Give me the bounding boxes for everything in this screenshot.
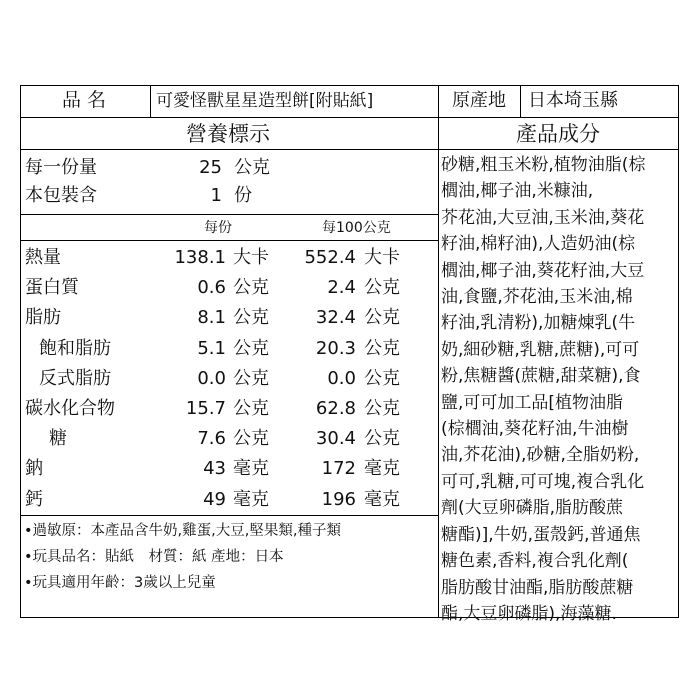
nutrient-per-serving-value: 138.1 — [174, 247, 226, 268]
divider-serving — [20, 214, 438, 215]
nutrient-per-serving-unit: 毫克 — [233, 458, 269, 480]
nutrient-per-100g-value: 62.8 — [315, 398, 356, 419]
nutrient-per-100g-unit: 公克 — [364, 428, 400, 450]
nutrient-label: 熱量 — [25, 247, 61, 268]
product-name-value: 可愛怪獸星星造型餅[附貼紙] — [156, 91, 374, 111]
nutrient-per-serving-unit: 公克 — [233, 367, 269, 389]
nutrient-per-100g-value: 552.4 — [304, 247, 356, 268]
divider-origin — [520, 85, 521, 117]
nutrient-per-100g-value: 172 — [321, 458, 356, 480]
origin-label: 原產地 — [452, 90, 506, 111]
nutrient-per-serving-unit: 大卡 — [233, 247, 269, 268]
per-serving-label: 每一份量 — [25, 157, 97, 178]
servings-unit: 份 — [234, 185, 252, 206]
nutrient-per-serving-value: 5.1 — [197, 337, 226, 359]
ingredient-line: 粉,焦糖醬(蔗糖,甜菜糖),食 — [441, 366, 641, 387]
ingredient-line: 酯,大豆卵磷脂),海藻糖. — [441, 603, 617, 624]
ingredient-line: 脂肪酸甘油酯,脂肪酸蔗糖 — [441, 577, 634, 598]
nutrient-per-100g-value: 0.0 — [327, 367, 356, 389]
ingredient-line: 鹽,可可加工品[植物油脂 — [441, 392, 624, 413]
nutrient-per-100g-unit: 公克 — [364, 398, 400, 419]
ingredient-line: 砂糖,粗玉米粉,植物油脂(棕 — [441, 155, 646, 175]
nutrient-per-100g-unit: 公克 — [364, 277, 400, 299]
nutrient-per-100g-unit: 毫克 — [364, 488, 400, 510]
nutrient-per-serving-value: 49 — [203, 488, 226, 510]
ingredient-line: 芥花油,大豆油,玉米油,葵花 — [441, 207, 645, 228]
ingredient-line: 籽油,棉籽油),人造奶油(棕 — [441, 234, 636, 255]
allergen-note: •過敏原：本產品含牛奶,雞蛋,大豆,堅果類,種子類 — [24, 523, 341, 539]
divider-name — [150, 85, 151, 117]
ingredients-list — [441, 152, 679, 627]
ingredient-line: 櫚油,椰子油,米糠油, — [441, 181, 594, 202]
nutrient-label: 脂肪 — [25, 307, 61, 329]
nutrient-per-serving-value: 8.1 — [197, 307, 226, 329]
divider-header — [20, 117, 679, 118]
nutrient-per-100g-unit: 公克 — [364, 367, 400, 389]
nutrient-per-100g-unit: 公克 — [364, 307, 400, 329]
nutrition-title: 營養標示 — [186, 122, 270, 146]
nutrient-label: 反式脂肪 — [39, 367, 111, 389]
ingredient-line: (棕櫚油,葵花籽油,牛油樹 — [441, 419, 629, 440]
nutrient-label: 蛋白質 — [25, 277, 79, 299]
nutrient-per-serving-unit: 公克 — [233, 337, 269, 359]
ingredient-line: 劑(大豆卵磷脂,脂肪酸蔗 — [441, 498, 624, 519]
nutrient-per-100g-unit: 大卡 — [364, 247, 400, 268]
servings-value: 1 — [210, 185, 222, 206]
nutrient-per-100g-value: 20.3 — [315, 337, 356, 359]
nutrient-per-serving-unit: 公克 — [233, 428, 269, 450]
per-serving-unit: 公克 — [234, 157, 270, 178]
ingredient-line: 油,食鹽,芥花油,玉米油,棉 — [441, 287, 633, 308]
ingredient-line: 櫚油,椰子油,葵花籽油,大豆 — [441, 260, 645, 281]
nutrient-per-100g-value: 32.4 — [315, 307, 356, 329]
toy-age-note: •玩具適用年齡：3歲以上兒童 — [24, 575, 216, 591]
nutrient-per-100g-unit: 毫克 — [364, 458, 400, 480]
notes-block — [24, 518, 434, 596]
nutrient-per-serving-value: 15.7 — [185, 398, 226, 419]
ingredient-line: 可可,乳糖,可可塊,複合乳化 — [441, 471, 645, 492]
nutrient-label: 碳水化合物 — [25, 398, 115, 419]
servings-label: 本包裝含 — [25, 185, 97, 206]
nutrient-per-100g-unit: 公克 — [364, 337, 400, 359]
ingredient-line: 奶,細砂糖,乳糖,蔗糖),可可 — [441, 339, 640, 360]
nutrient-label: 鈉 — [25, 458, 43, 480]
divider-notes — [20, 515, 438, 516]
ingredient-line: 籽油,乳清粉),加糖煉乳(牛 — [441, 313, 636, 334]
nutrient-per-serving-unit: 毫克 — [233, 488, 269, 510]
nutrient-per-serving-unit: 公克 — [233, 398, 269, 419]
nutrient-label: 糖 — [49, 428, 67, 450]
nutrient-per-100g-value: 30.4 — [315, 428, 356, 450]
nutrient-per-100g-value: 196 — [321, 488, 356, 510]
ingredient-line: 油,芥花油),砂糖,全脂奶粉, — [441, 445, 640, 466]
toy-info-note: •玩具品名：貼紙 材質：紙 產地：日本 — [24, 549, 284, 565]
nutrient-label: 鈣 — [25, 488, 43, 510]
nutrient-per-serving-unit: 公克 — [233, 307, 269, 329]
column-per-serving: 每份 — [204, 220, 232, 236]
per-serving-value: 25 — [199, 157, 222, 178]
nutrient-per-serving-value: 0.0 — [197, 367, 226, 389]
nutrient-per-serving-unit: 公克 — [233, 277, 269, 299]
origin-value: 日本埼玉縣 — [528, 90, 618, 111]
nutrient-per-serving-value: 43 — [203, 458, 226, 480]
divider-title — [20, 149, 679, 150]
nutrient-per-serving-value: 7.6 — [197, 428, 226, 450]
nutrient-label: 飽和脂肪 — [39, 337, 111, 359]
column-per-100g: 每100公克 — [322, 220, 391, 236]
divider-main — [438, 85, 439, 618]
ingredient-line: 糖色素,香料,複合乳化劑( — [441, 551, 629, 572]
nutrient-per-100g-value: 2.4 — [327, 277, 356, 299]
divider-columns — [20, 240, 438, 241]
nutrient-per-serving-value: 0.6 — [197, 277, 226, 299]
ingredient-line: 糖酯)],牛奶,蛋殼鈣,普通焦 — [441, 524, 641, 545]
product-name-label: 品 名 — [62, 89, 107, 111]
ingredients-title: 產品成分 — [516, 122, 600, 146]
